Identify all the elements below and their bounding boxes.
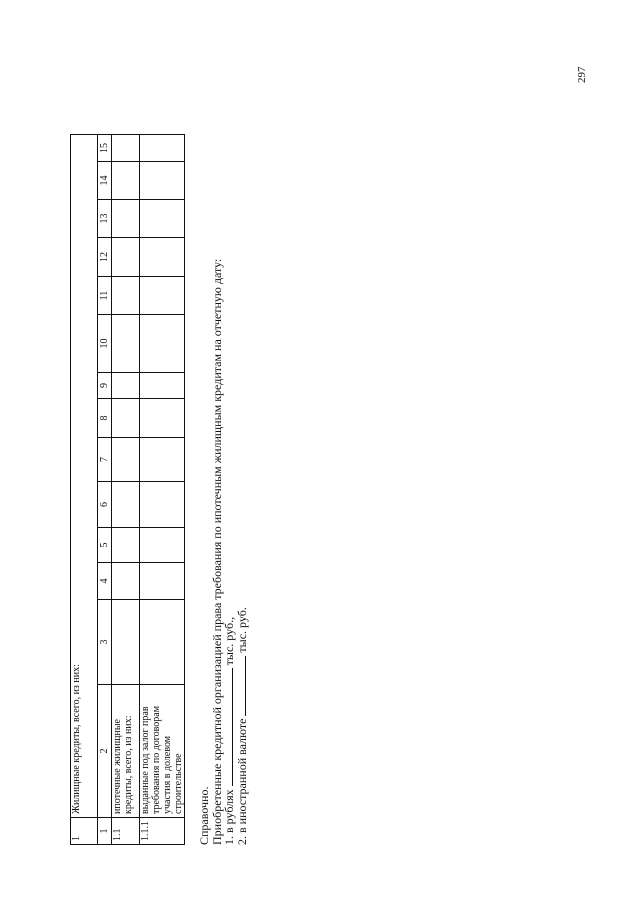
table-cell [112,135,140,162]
column-number: 11 [98,277,112,315]
column-number: 4 [98,563,112,600]
row-number: 1 [71,818,98,845]
column-number: 10 [98,315,112,373]
table-cell [140,482,185,528]
row-label: Жилищные кредиты, всего, из них: [71,135,98,818]
column-number: 14 [98,162,112,200]
column-number: 15 [98,135,112,162]
table-cell [112,563,140,600]
row-number: 1.1.1 [140,818,185,845]
table-cell [140,162,185,200]
note-line-label: 1. в рублях [222,789,236,845]
table-cell [140,135,185,162]
column-number: 5 [98,528,112,563]
note-line-unit: тыс. руб. [234,607,249,653]
table-cell [140,277,185,315]
table-row [71,135,98,845]
note-line: Приобретенные кредитной организацией права требования по ипотечным жилищным кредитам на отчетную дату: [209,258,224,845]
column-number: 7 [98,438,112,482]
note-line-unit: тыс. руб., [222,616,236,666]
table-cell [140,563,185,600]
table-cell [140,600,185,685]
column-number: 6 [98,482,112,528]
table-cell [140,238,185,277]
note-line-foreign [236,259,249,845]
table-cell [112,277,140,315]
table-row [140,135,185,845]
row-label: выданные под залог прав требования по договорам участия в долевом строительстве [140,685,185,818]
table-cell [112,162,140,200]
table-cell [140,200,185,238]
column-number: 8 [98,399,112,438]
row-label: ипотечные жилищные кредиты, всего, из них: [112,685,140,818]
table-cell [112,399,140,438]
note-heading: Справочно. [197,786,211,845]
column-number-row [98,135,112,845]
column-number: 9 [98,373,112,399]
table-cell [112,373,140,399]
column-number: 12 [98,238,112,277]
column-number: 2 [98,685,112,818]
table-cell [140,399,185,438]
note-line-label: 2. в иностранной валюте [234,718,249,845]
column-number: 3 [98,600,112,685]
table-cell [112,238,140,277]
page-number: 297 [576,66,588,83]
table-cell [112,315,140,373]
reference-note [198,259,248,845]
fill-blank [236,656,246,716]
table-cell [140,373,185,399]
column-number: 1 [98,818,112,845]
credit-table [70,134,185,845]
table-cell [140,315,185,373]
fill-blank [223,668,233,786]
table-cell [112,600,140,685]
table-row [112,135,140,845]
row-number: 1.1 [112,818,140,845]
table-cell [112,482,140,528]
table-cell [140,528,185,563]
table-cell [112,438,140,482]
table-cell [140,438,185,482]
column-number: 13 [98,200,112,238]
table-cell [112,528,140,563]
table-cell [112,200,140,238]
